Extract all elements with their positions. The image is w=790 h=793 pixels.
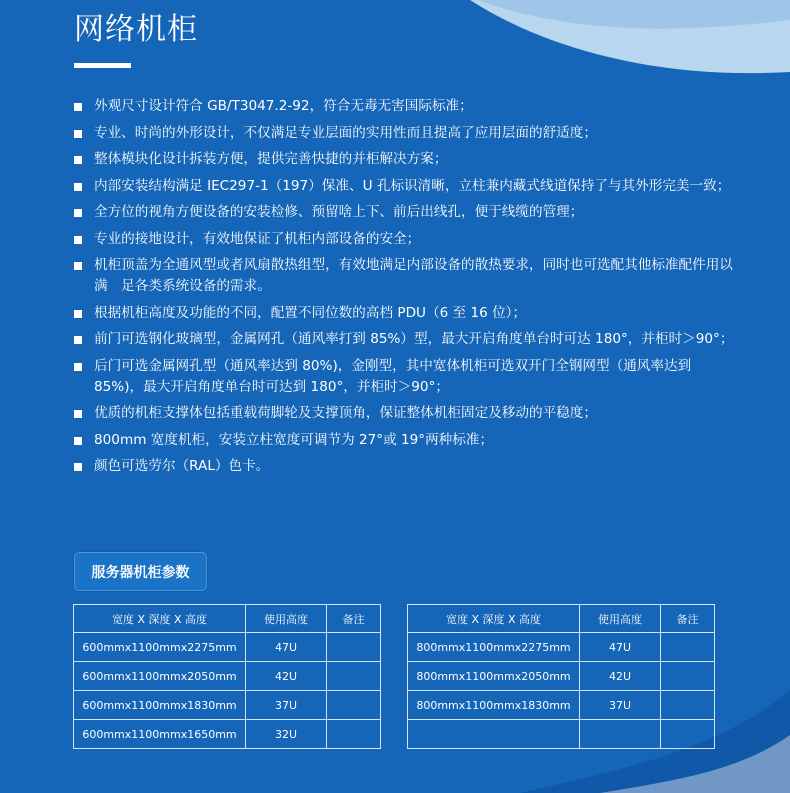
square-bullet-icon xyxy=(74,437,82,445)
header-remarks: 备注 xyxy=(327,605,381,633)
page-title: 网络机柜 xyxy=(74,12,198,47)
table-row: 600mmx1100mmx1830mm 37U xyxy=(74,691,381,720)
square-bullet-icon xyxy=(74,130,82,138)
table-row: 600mmx1100mmx1650mm 32U xyxy=(74,720,381,749)
square-bullet-icon xyxy=(74,183,82,191)
table-header-row xyxy=(408,605,715,633)
table-row: 800mmx1100mmx2050mm 42U xyxy=(408,662,715,691)
feature-item: 内部安装结构满足 IEC297-1（197）保准、U 孔标识清晰，立柱兼内藏式线道保持了与其外形完美一致； xyxy=(74,176,734,197)
feature-item: 专业、时尚的外形设计，不仅满足专业层面的实用性而且提高了应用层面的舒适度； xyxy=(74,123,734,144)
square-bullet-icon xyxy=(74,209,82,217)
table-row: 800mmx1100mmx2275mm 47U xyxy=(408,633,715,662)
feature-item: 专业的接地设计，有效地保证了机柜内部设备的安全； xyxy=(74,229,734,250)
spec-table-600 xyxy=(73,604,381,749)
feature-item: 整体模块化设计拆装方便，提供完善快捷的并柜解决方案； xyxy=(74,149,734,170)
title-underline xyxy=(74,63,131,68)
square-bullet-icon xyxy=(74,262,82,270)
server-cabinet-params-label: 服务器机柜参数 xyxy=(74,552,207,591)
feature-item: 后门可选金属网孔型（通风率达到 80%)，金刚型，其中宽体机柜可选双开门全钢网型（通风率达到 85%)，最大开启角度单台时可达到 180°，并柜时＞90°； xyxy=(74,356,734,398)
header-remarks: 备注 xyxy=(661,605,715,633)
square-bullet-icon xyxy=(74,310,82,318)
table-row xyxy=(408,720,715,749)
square-bullet-icon xyxy=(74,336,82,344)
header-dimensions: 宽度 X 深度 X 高度 xyxy=(408,605,580,633)
feature-item: 前门可选钢化玻璃型，金属网孔（通风率打到 85%）型，最大开启角度单台时可达 180°，并柜时＞90°； xyxy=(74,329,734,350)
feature-item: 机柜顶盖为全通风型或者风扇散热组型，有效地满足内部设备的散热要求，同时也可选配其他标准配件用以满 足各类系统设备的需求。 xyxy=(74,255,734,297)
square-bullet-icon xyxy=(74,236,82,244)
feature-item: 优质的机柜支撑体包括重载荷脚轮及支撑顶角，保证整体机柜固定及移动的平稳度； xyxy=(74,403,734,424)
square-bullet-icon xyxy=(74,103,82,111)
table-row: 600mmx1100mmx2050mm 42U xyxy=(74,662,381,691)
feature-item: 800mm 宽度机柜，安装立柱宽度可调节为 27°或 19°两种标准； xyxy=(74,430,734,451)
feature-item: 根据机柜高度及功能的不同，配置不同位数的高档 PDU（6 至 16 位）； xyxy=(74,303,734,324)
header-dimensions: 宽度 X 深度 X 高度 xyxy=(74,605,246,633)
table-header-row xyxy=(74,605,381,633)
feature-list xyxy=(74,96,734,483)
square-bullet-icon xyxy=(74,410,82,418)
square-bullet-icon xyxy=(74,156,82,164)
feature-item: 外观尺寸设计符合 GB/T3047.2-92，符合无毒无害国际标准； xyxy=(74,96,734,117)
square-bullet-icon xyxy=(74,463,82,471)
header-usable-height: 使用高度 xyxy=(246,605,327,633)
square-bullet-icon xyxy=(74,363,82,371)
table-row: 600mmx1100mmx2275mm 47U xyxy=(74,633,381,662)
feature-item: 颜色可选劳尔（RAL）色卡。 xyxy=(74,456,734,477)
spec-table-800 xyxy=(407,604,715,749)
header-usable-height: 使用高度 xyxy=(580,605,661,633)
feature-item: 全方位的视角方便设备的安装检修、预留啥上下、前后出线孔，便于线缆的管理； xyxy=(74,202,734,223)
table-row: 800mmx1100mmx1830mm 37U xyxy=(408,691,715,720)
